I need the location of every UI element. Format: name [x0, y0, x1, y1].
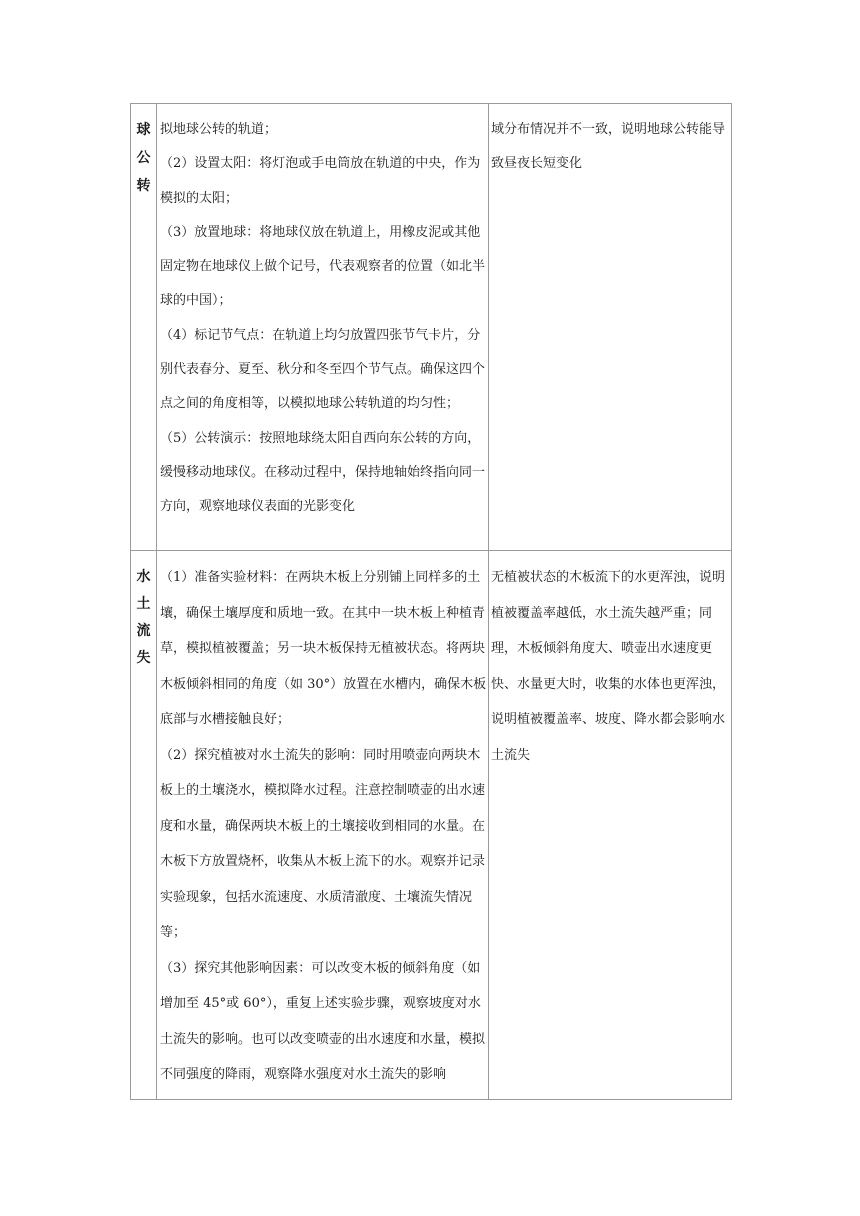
- procedure-paragraph: （1）准备实验材料：在两块木板上分别铺上同样多的土壤，确保土壤厚度和质地一致。在其中一块木板上种植青草，模拟植被覆盖；另一块木板保持无植被状态。将两块木板倾斜相同的角度（如 30°）放置在水槽内，确保木板底部与水槽接触良好；: [160, 570, 487, 727]
- experiment-table: [130, 103, 732, 1100]
- row-label-cell: [131, 551, 157, 1100]
- row-label-char: 转: [136, 178, 151, 194]
- table-row: [131, 104, 732, 551]
- row-label-char: 失: [136, 650, 151, 666]
- procedure-paragraph: （4）标记节气点：在轨道上均匀放置四张节气卡片，分别代表春分、夏至、秋分和冬至四个节气点。确保这四个点之间的角度相等，以模拟地球公转轨道的均匀性；: [160, 327, 486, 412]
- row-label-char: 流: [136, 623, 151, 639]
- row-label-char: 公: [136, 150, 151, 166]
- row-label-cell: [131, 104, 157, 551]
- procedure-text: [157, 551, 488, 1099]
- conclusion-text: [489, 104, 731, 188]
- procedure-cell: [157, 104, 489, 551]
- procedure-paragraph: （2）设置太阳：将灯泡或手电筒放在轨道的中央，作为模拟的太阳；: [160, 156, 481, 206]
- conclusion-paragraph: 域分布情况并不一致，说明地球公转能导致昼夜长短变化: [491, 122, 726, 172]
- row-label-char: 土: [136, 596, 151, 612]
- conclusion-paragraph: 无植被状态的木板流下的水更浑浊，说明植被覆盖率越低，水土流失越严重；同理，木板倾斜角度大、喷壶出水速度更快、水量更大时，收集的水体也更浑浊，说明植被覆盖率、坡度、降水都会影响水土流失: [491, 570, 726, 763]
- conclusion-cell: [489, 104, 732, 551]
- procedure-text: [157, 104, 488, 531]
- row-label-char: 水: [136, 569, 151, 585]
- table-row: [131, 551, 732, 1100]
- conclusion-cell: [489, 551, 732, 1100]
- procedure-cell: [157, 551, 489, 1100]
- procedure-paragraph: （3）探究其他影响因素：可以改变木板的倾斜角度（如增加至 45°或 60°），重复上述实验步骤，观察坡度对水土流失的影响。也可以改变喷壶的出水速度和水量，模拟不同强度的降雨，观察降水强度对水土流失的影响: [160, 960, 486, 1082]
- procedure-paragraph: （5）公转演示：按照地球绕太阳自西向东公转的方向，缓慢移动地球仪。在移动过程中，保持地轴始终指向同一方向，观察地球仪表面的光影变化: [160, 430, 486, 515]
- row-label: [131, 551, 156, 672]
- procedure-paragraph: （3）放置地球：将地球仪放在轨道上，用橡皮泥或其他固定物在地球仪上做个记号，代表观察者的位置（如北半球的中国）；: [160, 224, 486, 309]
- row-label: [131, 104, 156, 200]
- conclusion-text: [489, 551, 731, 779]
- row-label-char: 球: [136, 122, 151, 138]
- procedure-paragraph: （2）探究植被对水土流失的影响：同时用喷壶向两块木板上的土壤浇水，模拟降水过程。注意控制喷壶的出水速度和水量，确保两块木板上的土壤接收到相同的水量。在木板下方放置烧杯，收集从木板上流下的水。观察并记录实验现象，包括水流速度、水质清澈度、土壤流失情况等；: [160, 747, 486, 940]
- procedure-paragraph: 拟地球公转的轨道；: [160, 122, 278, 137]
